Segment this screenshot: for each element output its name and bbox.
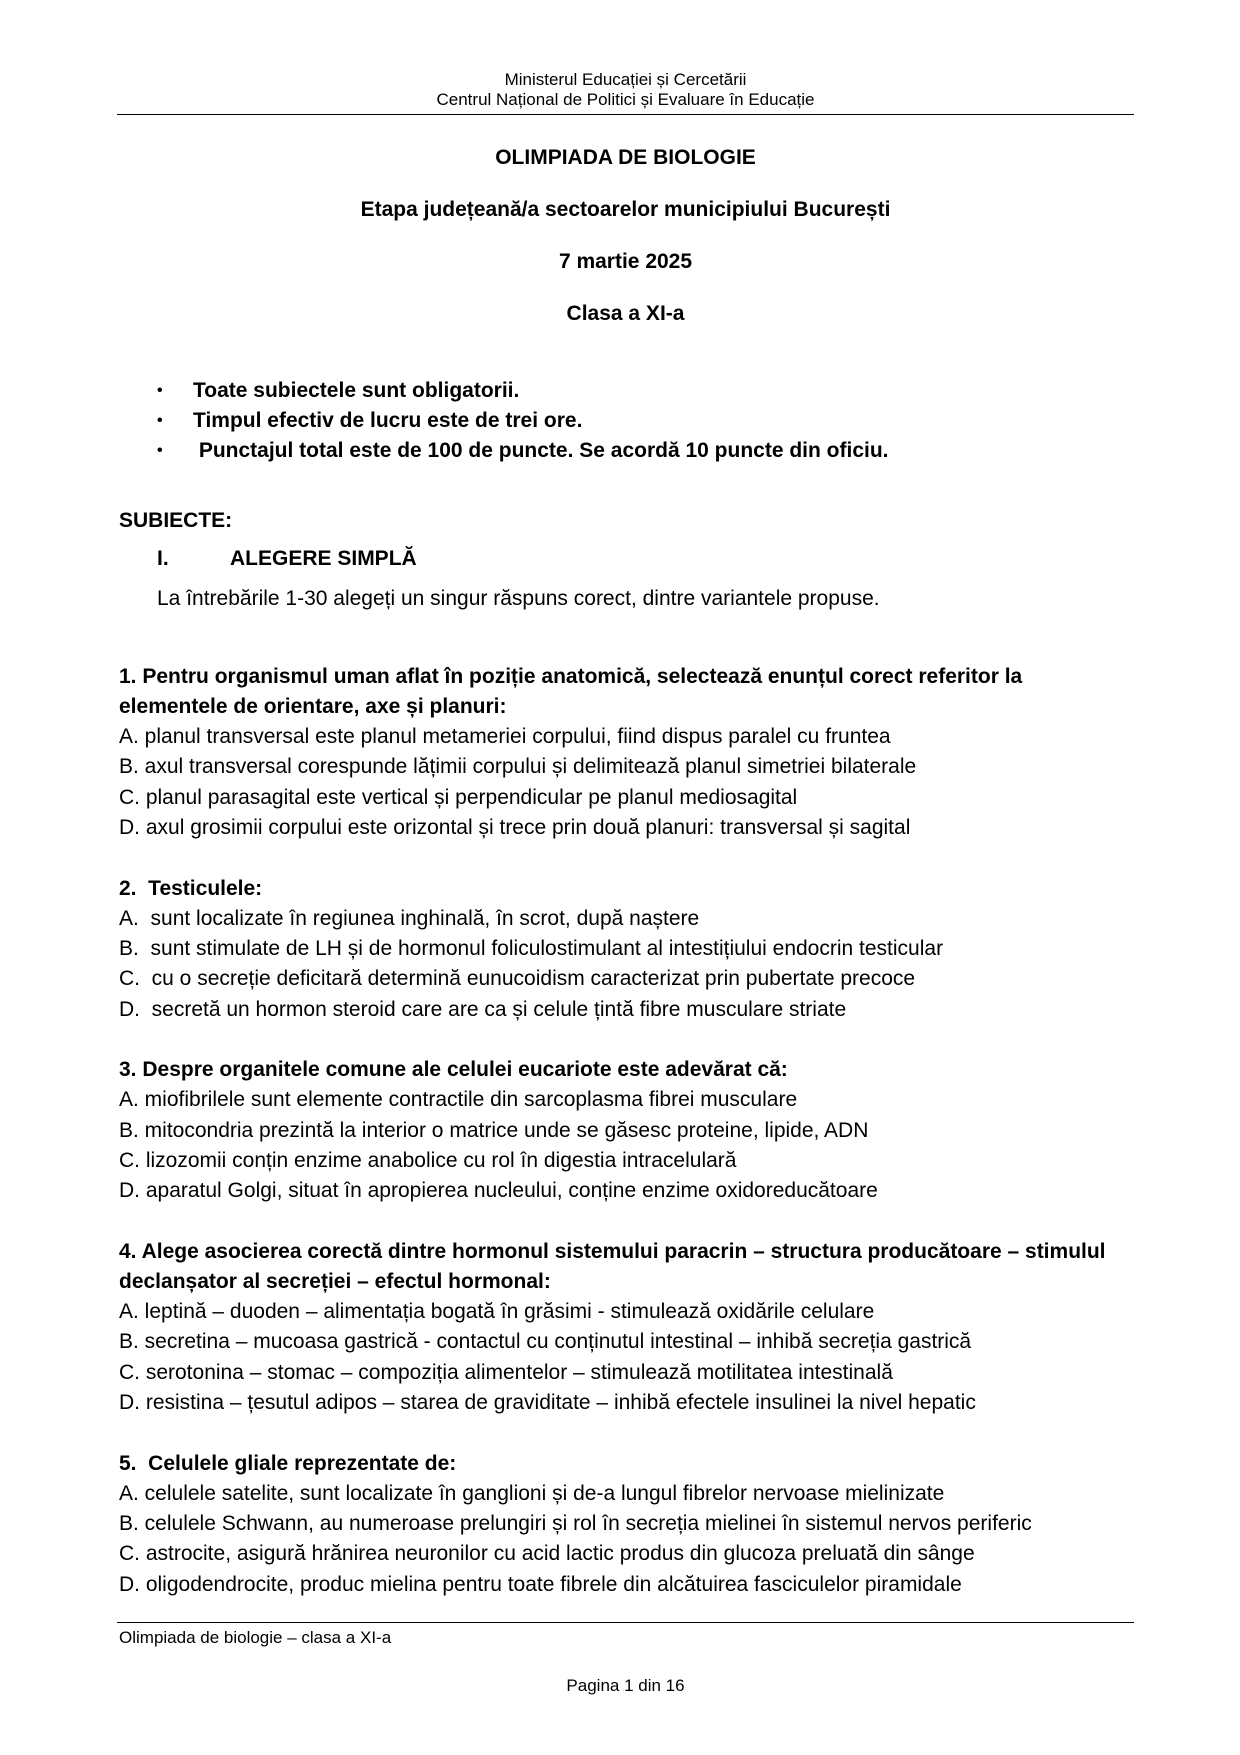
answer-option: B. sunt stimulate de LH și de hormonul foliculostimulant al intestițiului endocrin testicular [119, 937, 944, 961]
bullet-icon: • [157, 442, 163, 459]
answer-option: B. mitocondria prezintă la interior o matrice unde se găsesc proteine, lipide, ADN [119, 1118, 869, 1142]
exam-rules [157, 376, 889, 466]
exam-date: 7 martie 2025 [558, 250, 693, 273]
class-level: Clasa a XI-a [566, 302, 685, 325]
rule-item [157, 406, 889, 436]
question-stem: 4. Alege asocierea corectă dintre hormonul sistemului paracrin – structura producătoare – stimulul declanșator al secreției – efectul hormonal: [119, 1239, 1106, 1293]
bullet-icon: • [157, 382, 163, 399]
answer-option: A. planul transversal este planul metameriei corpului, fiind dispus paralel cu fruntea [119, 725, 891, 748]
header-divider [117, 114, 1134, 115]
section-instruction: La întrebările 1-30 alegeți un singur răspuns corect, dintre variantele propuse. [157, 587, 880, 610]
answer-option: C. cu o secreție deficitară determină eunucoidism caracterizat prin pubertate precoce [119, 967, 916, 991]
question-stem: 1. Pentru organismul uman aflat în poziție anatomică, selectează enunțul corect referitor la elementele de orientare, axe și planuri: [119, 665, 1023, 718]
rule-text: Punctajul total este de 100 de puncte. Se acordă 10 puncte din oficiu. [193, 439, 889, 462]
section-heading [157, 544, 417, 574]
question-item [119, 874, 1134, 1026]
answer-option: A. celulele satelite, sunt localizate în ganglioni și de-a lungul fibrelor nervoase mielinizate [119, 1481, 945, 1505]
footer-divider [117, 1622, 1134, 1623]
question-list [119, 662, 1134, 1630]
question-stem: 2. Testiculele: [119, 876, 263, 900]
question-item [119, 1449, 1134, 1601]
footer-title: Olimpiada de biologie – clasa a XI-a [119, 1628, 392, 1647]
answer-option: B. secretina – mucoasa gastrică - contactul cu conținutul intestinal – inhibă secreția gastrică [119, 1330, 972, 1354]
answer-option: D. secretă un hormon steroid care are ca și celule țintă fibre musculare striate [119, 997, 847, 1021]
answer-option: C. planul parasagital este vertical și perpendicular pe planul mediosagital [119, 785, 798, 809]
page-header [117, 70, 1134, 110]
ministry-name: Ministerul Educației și Cercetării [504, 70, 747, 89]
rule-text: Toate subiectele sunt obligatorii. [193, 379, 520, 402]
answer-option: A. miofibrilele sunt elemente contractile din sarcoplasma fibrei musculare [119, 1088, 798, 1112]
page-number: Pagina 1 din 16 [566, 1676, 685, 1695]
answer-option: D. resistina – țesutul adipos – starea de graviditate – inhibă efectele insulinei la nivel hepatic [119, 1391, 976, 1415]
answer-option: D. oligodendrocite, produc mielina pentru toate fibrele din alcătuirea fasciculelor piramidale [119, 1572, 962, 1596]
answer-option: C. astrocite, asigură hrănirea neuronilor cu acid lactic produs din glucoza preluată din sânge [119, 1542, 975, 1566]
stage-title: Etapa județeană/a sectoarelor municipiului București [360, 198, 891, 221]
center-name: Centrul Național de Politici și Evaluare în Educație [436, 90, 815, 109]
rule-text: Timpul efectiv de lucru este de trei ore. [193, 409, 583, 432]
answer-option: C. serotonina – stomac – compoziția alimentelor – stimulează motilitatea intestinală [119, 1360, 893, 1384]
question-stem: 3. Despre organitele comune ale celulei eucariote este adevărat că: [119, 1058, 788, 1082]
olympiad-title: OLIMPIADA DE BIOLOGIE [495, 146, 756, 169]
rule-item [157, 436, 889, 466]
title-block [117, 142, 1134, 350]
question-item [119, 1055, 1134, 1207]
section-title: ALEGERE SIMPLĂ [230, 547, 417, 570]
question-item [119, 1237, 1134, 1419]
answer-option: B. axul transversal corespunde lățimii corpului și delimitează planul simetriei bilaterale [119, 755, 917, 779]
answer-option: D. axul grosimii corpului este orizontal și trece prin două planuri: transversal și sagital [119, 816, 911, 840]
answer-option: C. lizozomii conțin enzime anabolice cu rol în digestia intracelulară [119, 1149, 737, 1173]
question-stem: 5. Celulele gliale reprezentate de: [119, 1451, 457, 1475]
section-number: I. [157, 547, 169, 570]
answer-option: A. sunt localizate în regiunea inghinală, în scrot, după naștere [119, 906, 700, 930]
rule-item [157, 376, 889, 406]
bullet-icon: • [157, 412, 163, 429]
answer-option: B. celulele Schwann, au numeroase prelungiri și rol în secreția mielinei în sistemul nervos periferic [119, 1511, 1032, 1535]
answer-option: A. leptină – duoden – alimentația bogată în grăsimi - stimulează oxidările celulare [119, 1299, 875, 1323]
answer-option: D. aparatul Golgi, situat în apropierea nucleului, conține enzime oxidoreducătoare [119, 1179, 878, 1203]
subjects-heading: SUBIECTE: [119, 509, 233, 532]
question-item [119, 662, 1134, 844]
